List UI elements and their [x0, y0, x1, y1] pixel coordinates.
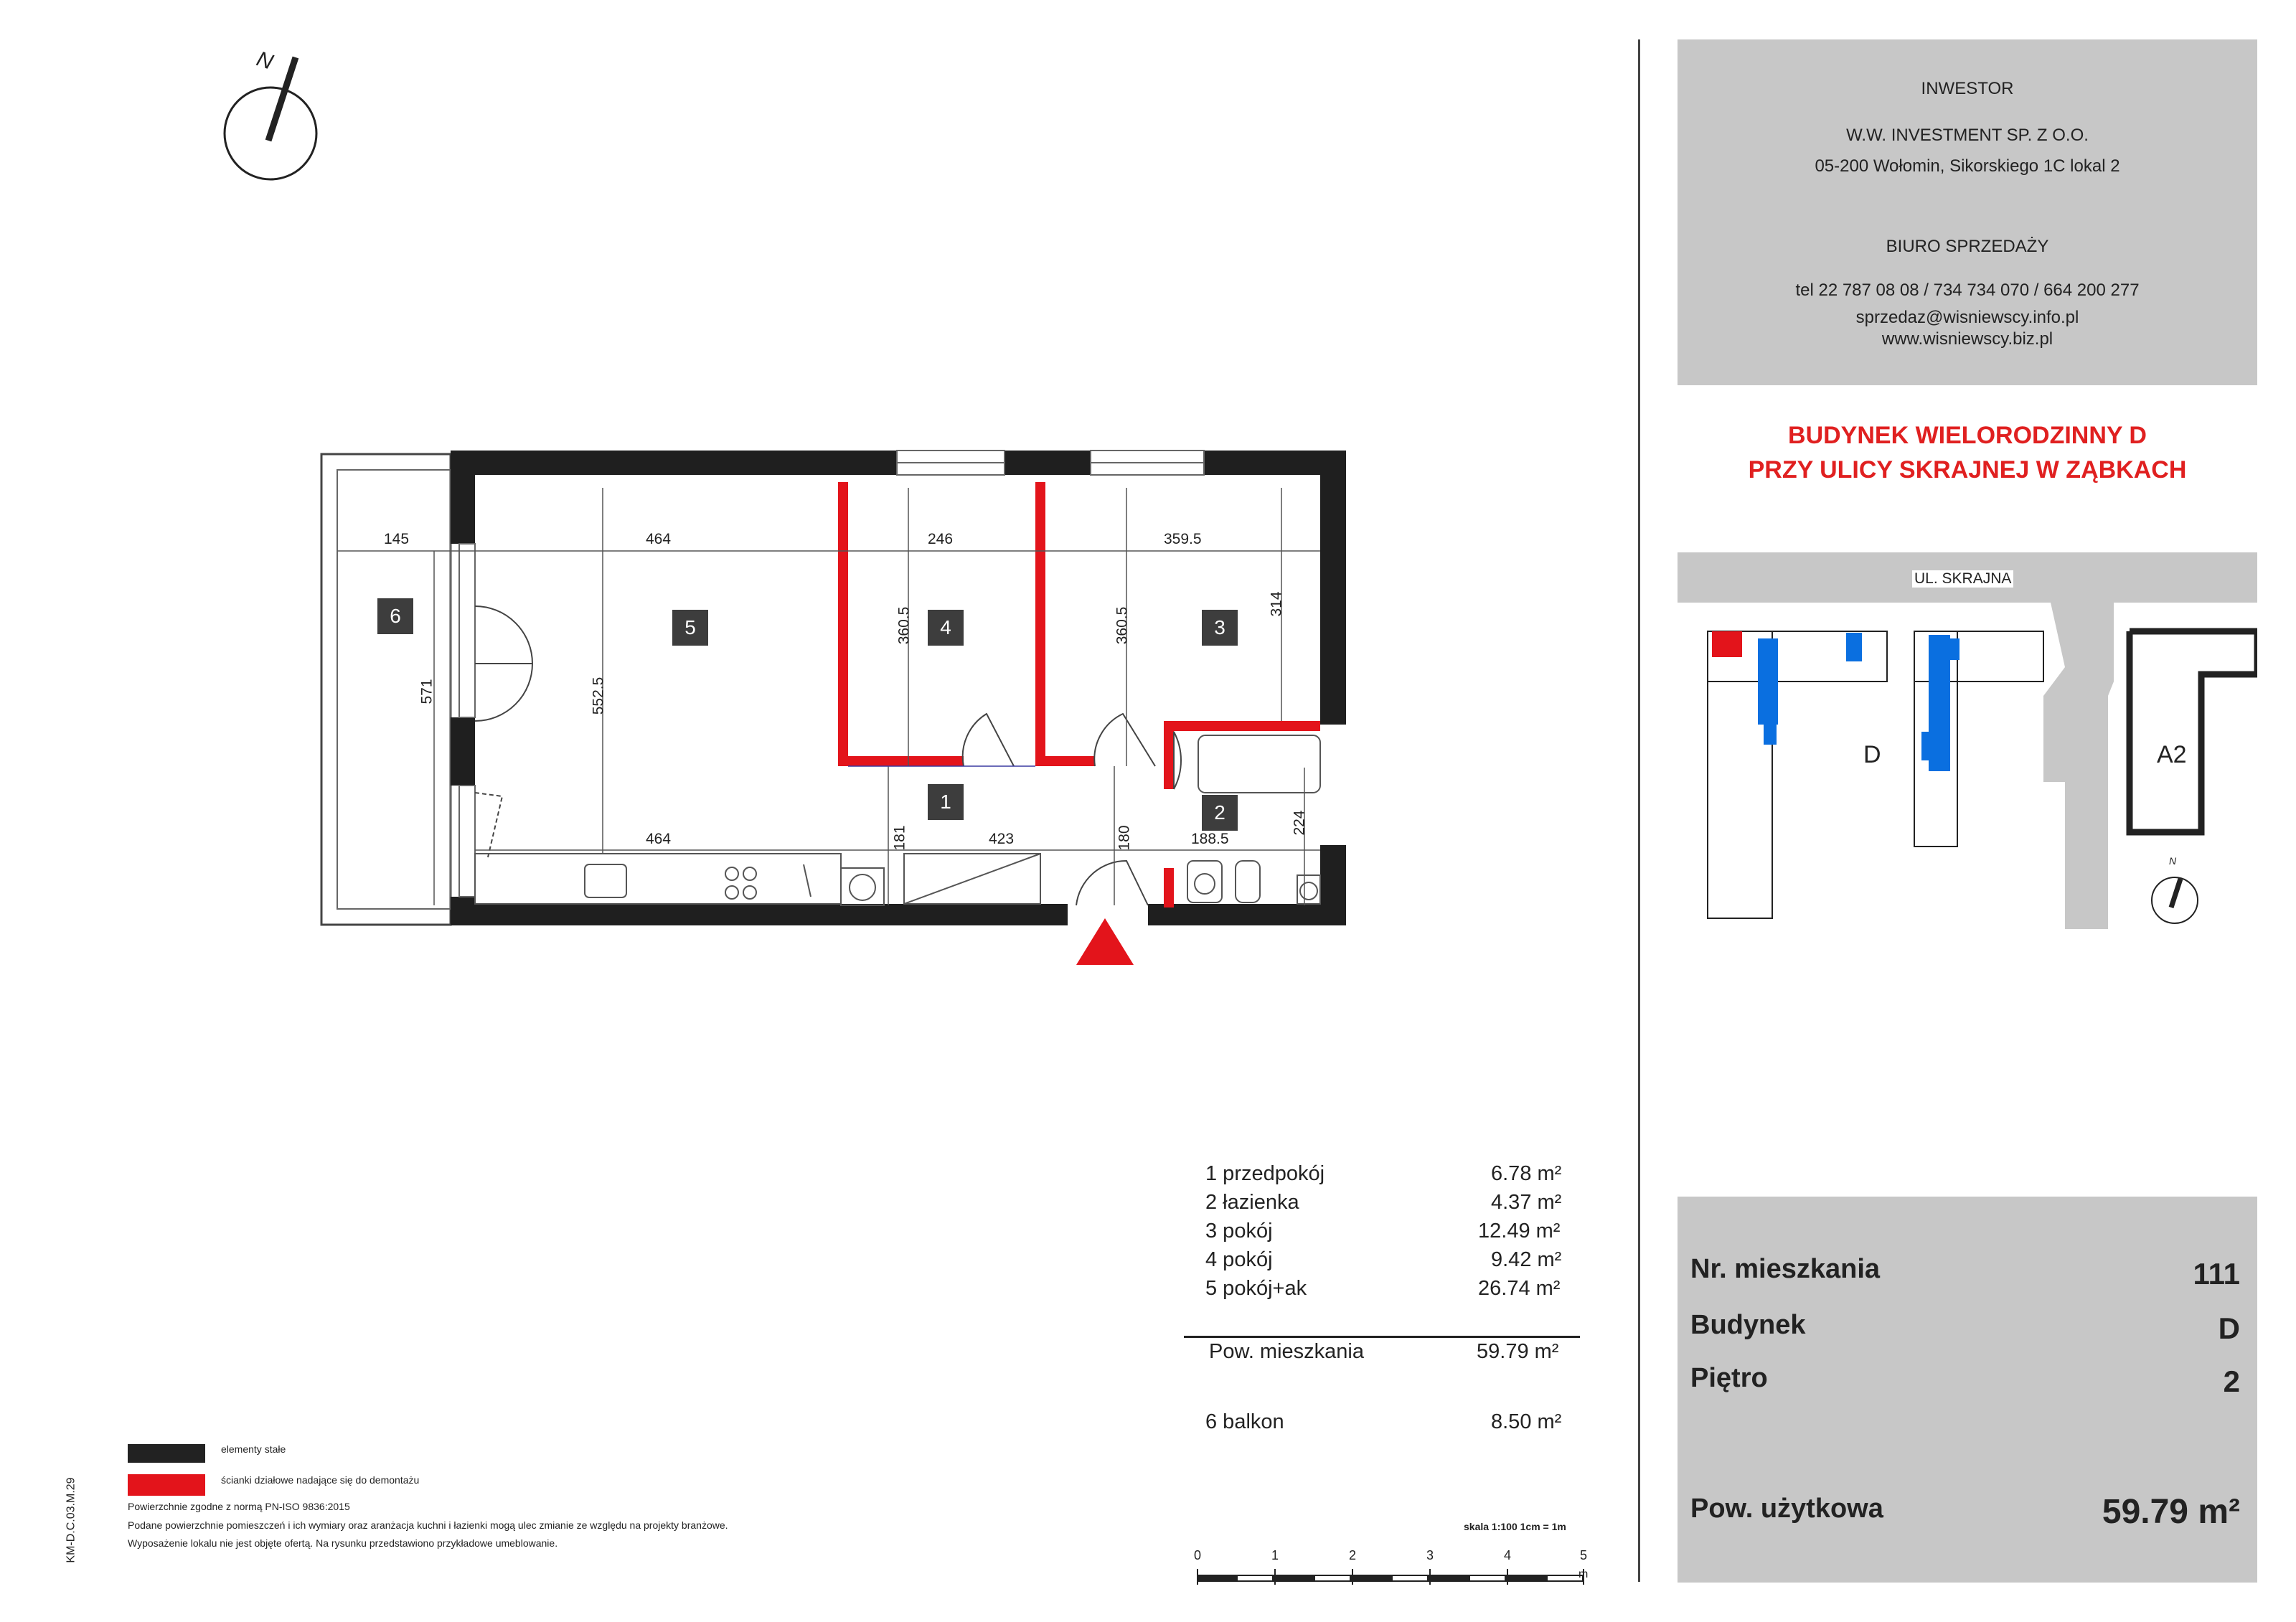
building-label: Budynek [1690, 1310, 1806, 1340]
investor-address: 05-200 Wołomin, Sikorskiego 1C lokal 2 [1815, 156, 2120, 176]
investor-company: W.W. INVESTMENT SP. Z O.O. [1846, 126, 2089, 145]
area-label-5: 5 pokój+ak [1205, 1277, 1307, 1300]
scale-unit: m [1578, 1568, 1589, 1580]
area-value-1: 6.78 m² [1491, 1162, 1562, 1185]
dim-145: 145 [384, 531, 410, 547]
dim-314: 314 [1268, 591, 1285, 617]
sales-phones: tel 22 787 08 08 / 734 734 070 / 664 200 277 [1795, 280, 2140, 300]
scale-tick-0: 0 [1194, 1548, 1202, 1562]
dim-571: 571 [418, 679, 436, 704]
compass-north-label: N [253, 47, 276, 75]
dim-423: 423 [989, 831, 1015, 847]
street-label: UL. SKRAJNA [1912, 570, 2013, 588]
floor-value: 2 [2223, 1364, 2240, 1398]
site-north-label: N [2169, 855, 2177, 867]
dim-464-bottom: 464 [646, 831, 672, 847]
balcony-value: 8.50 m² [1491, 1410, 1562, 1433]
area-value-4: 9.42 m² [1491, 1248, 1562, 1271]
total-value: 59.79 m² [1477, 1340, 1559, 1363]
area-label-1: 1 przedpokój [1205, 1162, 1325, 1185]
scale-bar [1195, 1567, 1596, 1589]
total-label: Pow. mieszkania [1209, 1340, 1364, 1363]
compass-icon [225, 57, 316, 179]
sales-email: sprzedaz@wisniewscy.info.pl [1855, 308, 2079, 327]
dim-464-top: 464 [646, 531, 672, 547]
dim-246: 246 [928, 531, 954, 547]
scale-tick-3: 3 [1426, 1548, 1434, 1562]
area-value-3: 12.49 m² [1478, 1220, 1561, 1243]
legend-fixed-label: elementy stałe [221, 1443, 286, 1455]
scale-tick-2: 2 [1349, 1548, 1357, 1562]
document-code: KM-D.C.03.M.29 [65, 1477, 77, 1563]
floor-plan [0, 0, 1650, 1019]
usable-area-label: Pow. użytkowa [1690, 1494, 1883, 1524]
note-changes: Podane powierzchnie pomieszczeń i ich wymiary oraz aranżacja kuchni i łazienki mogą ulec zmianie ze względu na projekty branżowe. [128, 1519, 728, 1531]
total-divider [1184, 1336, 1580, 1338]
room-tag-3: 3 [1202, 610, 1238, 646]
area-value-2: 4.37 m² [1491, 1191, 1562, 1214]
area-label-3: 3 pokój [1205, 1220, 1273, 1243]
usable-area-value: 59.79 m² [2102, 1493, 2240, 1531]
entrance-arrow-icon [1076, 918, 1134, 965]
dim-359-5: 359.5 [1164, 531, 1202, 547]
dim-360-5-b: 360.5 [1114, 606, 1131, 645]
note-furniture: Wyposażenie lokalu nie jest objęte ofertą. Na rysunku przedstawiono przykładowe umeblowanie. [128, 1537, 558, 1549]
room-tag-2: 2 [1202, 795, 1238, 831]
room-tag-1: 1 [928, 784, 964, 820]
removable-walls [838, 482, 1320, 907]
floor-label: Piętro [1690, 1363, 1768, 1393]
area-label-4: 4 pokój [1205, 1248, 1273, 1271]
building-title-line2: PRZY ULICY SKRAJNEJ W ZĄBKACH [1748, 456, 2187, 484]
vertical-divider [1638, 39, 1640, 1582]
dim-188-5: 188.5 [1191, 831, 1229, 847]
investor-heading: INWESTOR [1921, 79, 2014, 98]
area-value-5: 26.74 m² [1478, 1277, 1561, 1300]
sales-heading: BIURO SPRZEDAŻY [1886, 237, 2049, 256]
site-building-d: D [1863, 741, 1881, 768]
apartment-number-label: Nr. mieszkania [1690, 1254, 1881, 1284]
dim-552-5: 552.5 [590, 676, 607, 715]
dim-180: 180 [1116, 825, 1133, 851]
room-tag-6: 6 [377, 598, 413, 634]
scale-tick-1: 1 [1271, 1548, 1279, 1562]
scale-tick-5: 5 [1580, 1548, 1588, 1562]
room-tag-4: 4 [928, 610, 964, 646]
scale-label: skala 1:100 1cm = 1m [1464, 1521, 1566, 1532]
sales-website: www.wisniewscy.biz.pl [1881, 329, 2053, 349]
note-standard: Powierzchnie zgodne z normą PN-ISO 9836:2015 [128, 1501, 350, 1512]
room-tag-5: 5 [672, 610, 708, 646]
legend-removable-label: ścianki działowe nadające się do demontażu [221, 1474, 420, 1486]
dim-360-5-a: 360.5 [895, 606, 913, 645]
building-value: D [2218, 1311, 2240, 1345]
apartment-number-value: 111 [2193, 1257, 2240, 1291]
area-label-2: 2 łazienka [1205, 1191, 1299, 1214]
legend-fixed-swatch [128, 1444, 205, 1463]
dim-181: 181 [891, 825, 908, 851]
investor-box [1678, 39, 2257, 385]
legend-removable-swatch [128, 1474, 205, 1496]
building-title-line1: BUDYNEK WIELORODZINNY D [1788, 422, 2147, 449]
balcony-label: 6 balkon [1205, 1410, 1284, 1433]
scale-tick-4: 4 [1504, 1548, 1512, 1562]
site-building-a2: A2 [2157, 741, 2187, 768]
dim-224: 224 [1291, 810, 1308, 836]
